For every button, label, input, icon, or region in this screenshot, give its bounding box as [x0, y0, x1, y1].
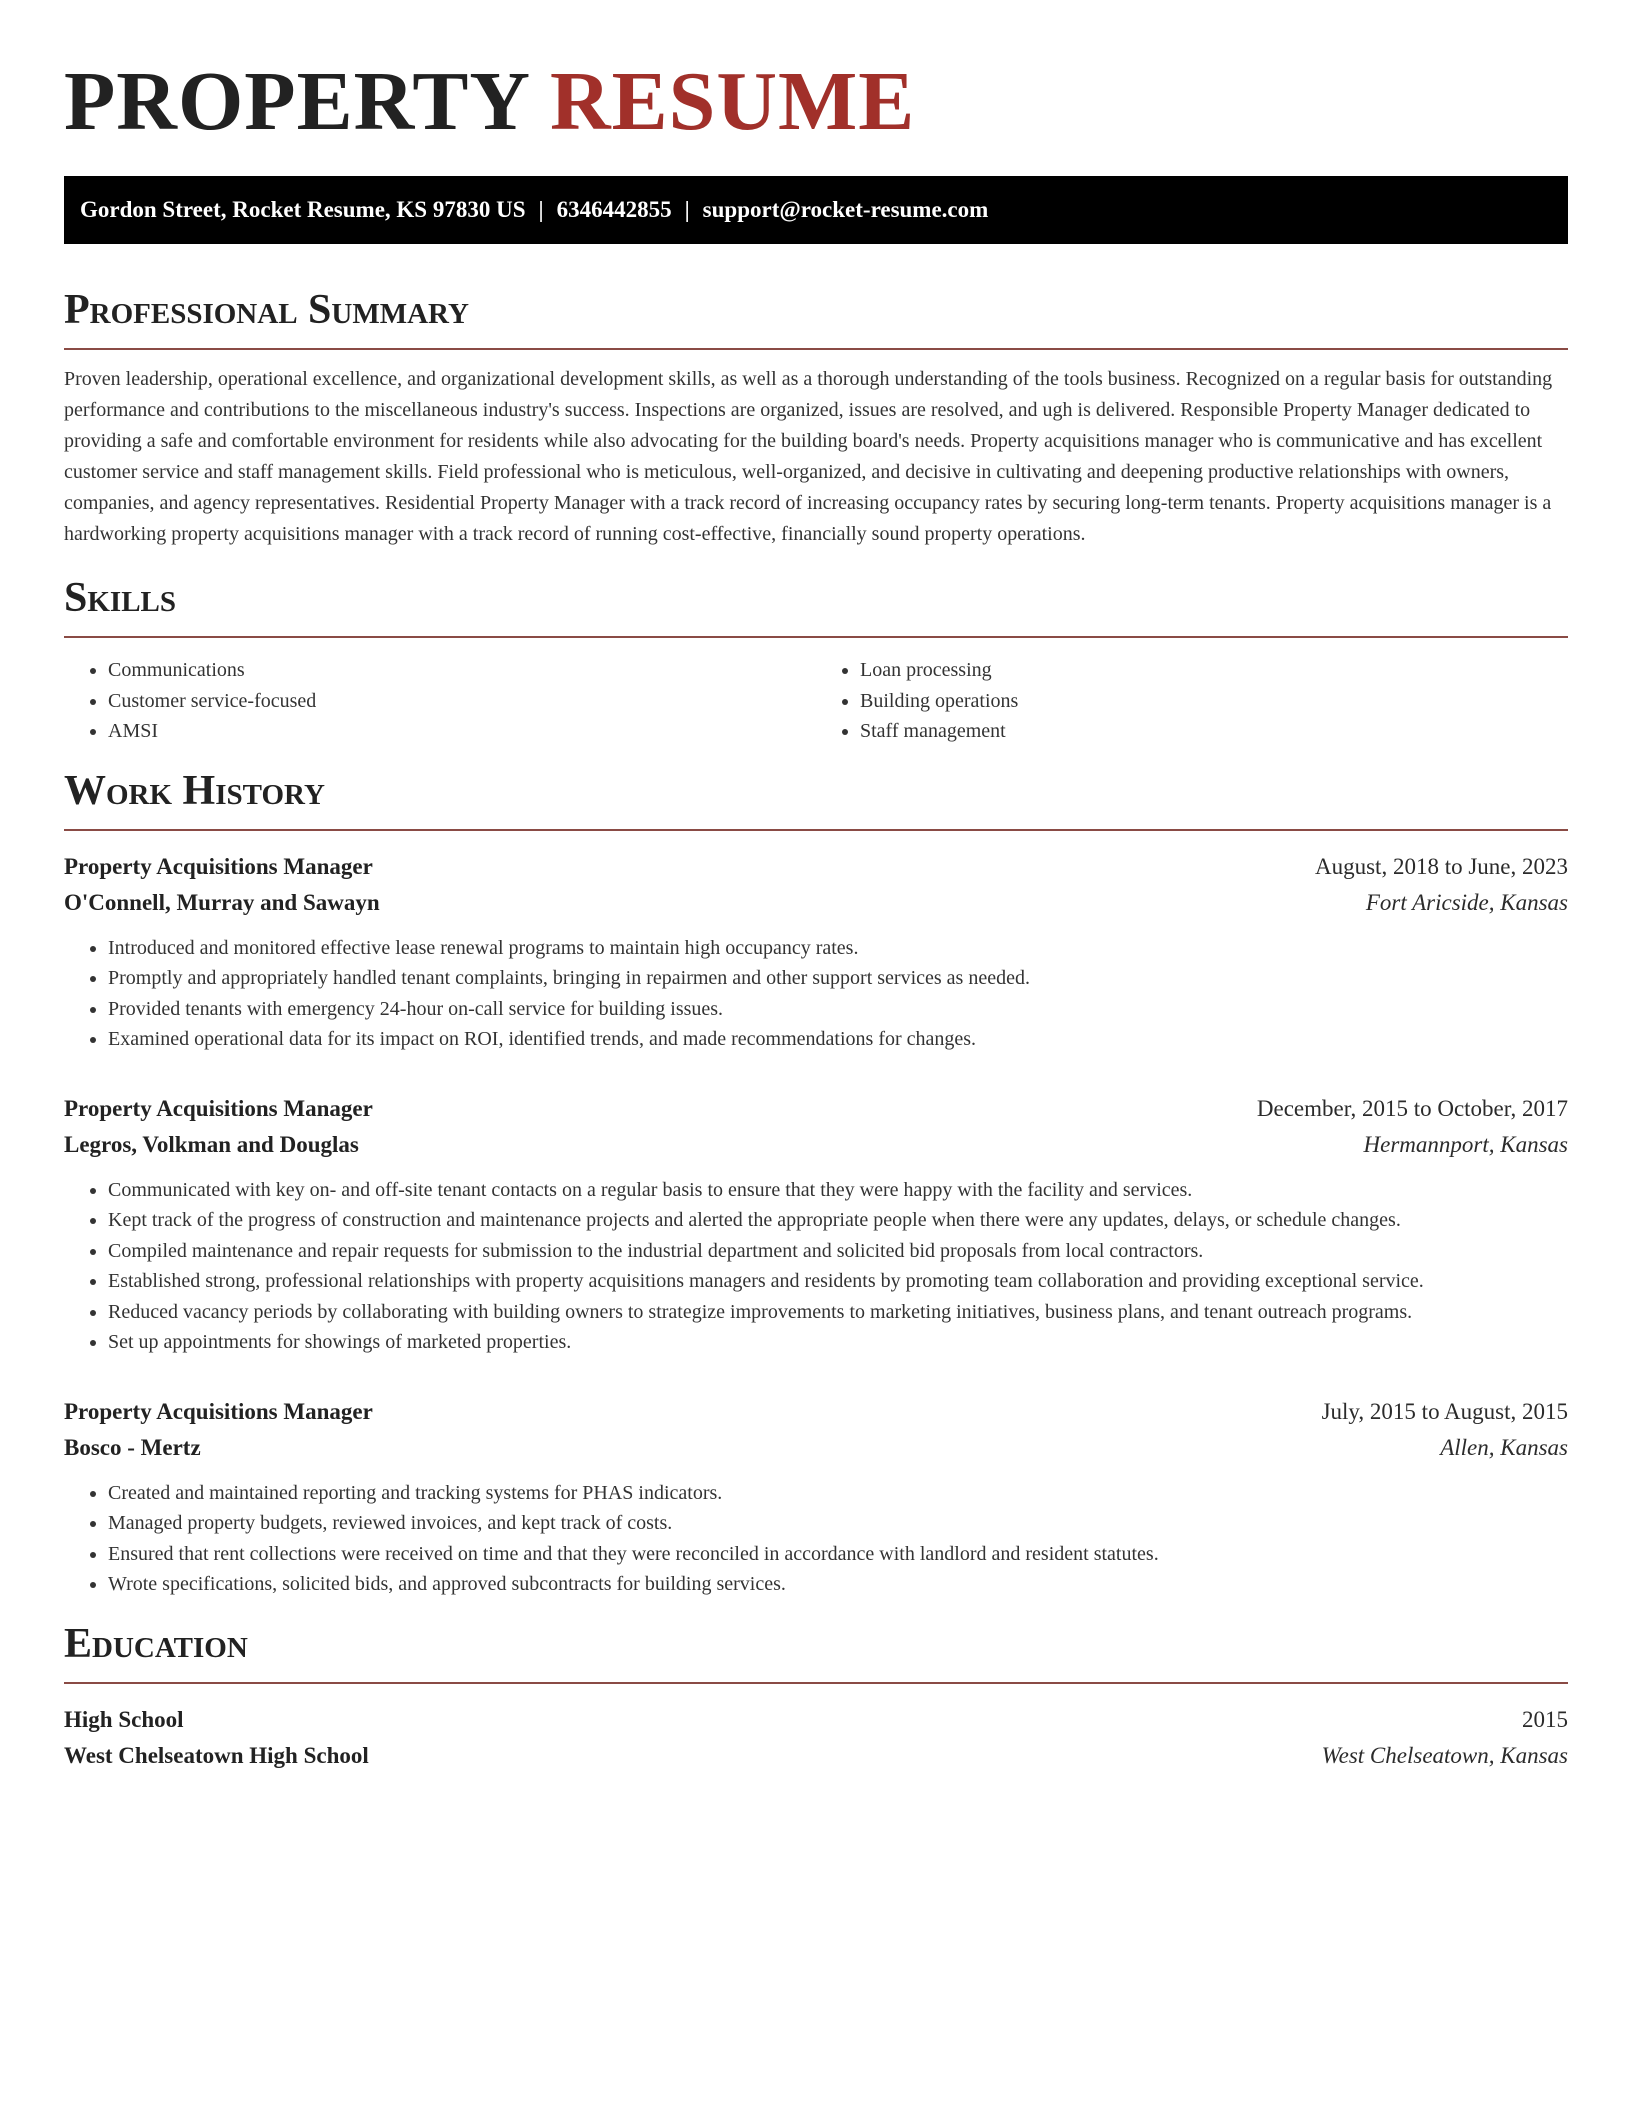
section-heading-skills: Skills — [64, 574, 1568, 638]
job-location: Allen, Kansas — [1440, 1434, 1568, 1460]
job-company: O'Connell, Murray and Sawayn — [64, 889, 380, 915]
skills-list — [64, 655, 1568, 747]
skill-item: • Building operations — [860, 686, 1568, 717]
job-location: Fort Aricside, Kansas — [1365, 889, 1568, 915]
job-company: Bosco - Mertz — [64, 1434, 201, 1460]
job-entry — [64, 849, 1568, 1055]
job-bullet: • Kept track of the progress of construction and maintenance projects and alerted the appropriate people when there were any updates, delays, or schedule changes. — [108, 1205, 1568, 1236]
job-title: Property Acquisitions Manager — [64, 853, 373, 879]
job-dates: August, 2018 to June, 2023 — [1315, 853, 1568, 879]
job-title: Property Acquisitions Manager — [64, 1095, 373, 1121]
job-company: Legros, Volkman and Douglas — [64, 1131, 359, 1157]
section-heading-education: Education — [64, 1620, 1568, 1684]
job-location: Hermannport, Kansas — [1363, 1131, 1568, 1157]
contact-phone: 6346442855 — [556, 197, 672, 222]
job-company-row — [64, 885, 1568, 921]
skill-item: • AMSI — [108, 716, 816, 747]
contact-separator: | — [684, 197, 690, 222]
job-bullet: • Ensured that rent collections were received on time and that they were reconciled in accordance with landlord and resident statutes. — [108, 1539, 1568, 1570]
job-bullet: • Created and maintained reporting and tracking systems for PHAS indicators. — [108, 1478, 1568, 1509]
education-entry — [64, 1702, 1568, 1774]
summary-text: Proven leadership, operational excellence, and organizational development skills, as well as a thorough understanding of the tools business. Recognized on a regular basis for outstanding performance and contributions to the miscellaneous industry's success. Inspections are organized, issues are resolved, and ugh is delivered. Responsible Property Manager dedicated to providing a safe and comfortable environment for residents while also advocating for the building board's needs. Property acquisitions manager who is communicative and has excellent customer service and staff management skills. Field professional who is meticulous, well-organized, and decisive in cultivating and deepening productive relationships with owners, companies, and agency representatives. Residential Property Manager with a track record of increasing occupancy rates by securing long-term tenants. Property acquisitions manager is a hardworking property acquisitions manager with a track record of running cost-effective, financially sound property operations. — [64, 368, 1553, 545]
contact-bar — [64, 176, 1568, 244]
job-bullets — [64, 1478, 1568, 1600]
section-heading-work-history: Work History — [64, 767, 1568, 831]
job-bullet: • Provided tenants with emergency 24-hour on-call service for building issues. — [108, 994, 1568, 1025]
job-title-row — [64, 1091, 1568, 1127]
job-bullet: • Reduced vacancy periods by collaborating with building owners to strategize improvements to marketing initiatives, business plans, and tenant outreach programs. — [108, 1297, 1568, 1328]
skills-column-right — [816, 655, 1568, 747]
skill-item: • Loan processing — [860, 655, 1568, 686]
job-bullet: • Established strong, professional relationships with property acquisitions managers and residents by promoting team collaboration and providing exceptional service. — [108, 1266, 1568, 1297]
job-entry — [64, 1394, 1568, 1600]
title-word-resume: RESUME — [549, 55, 916, 148]
job-bullet: • Compiled maintenance and repair requests for submission to the industrial department and solicited bid proposals from local contractors. — [108, 1236, 1568, 1267]
education-degree-row — [64, 1702, 1568, 1738]
skill-item: • Communications — [108, 655, 816, 686]
job-dates: December, 2015 to October, 2017 — [1256, 1095, 1568, 1121]
job-company-row — [64, 1127, 1568, 1163]
section-heading-summary: Professional Summary — [64, 286, 1568, 350]
job-title-row — [64, 849, 1568, 885]
job-entry — [64, 1091, 1568, 1358]
resume-title — [64, 0, 1568, 148]
job-bullet: • Wrote specifications, solicited bids, and approved subcontracts for building services. — [108, 1569, 1568, 1600]
skills-column-left — [64, 655, 816, 747]
job-bullets — [64, 933, 1568, 1055]
job-title: Property Acquisitions Manager — [64, 1398, 373, 1424]
contact-email: support@rocket-resume.com — [702, 197, 989, 222]
education-degree: High School — [64, 1706, 184, 1732]
education-year: 2015 — [1522, 1706, 1568, 1732]
job-bullets — [64, 1175, 1568, 1358]
job-company-row — [64, 1430, 1568, 1466]
education-school: West Chelseatown High School — [64, 1742, 369, 1768]
title-word-property: PROPERTY — [64, 55, 528, 148]
skill-item: • Customer service-focused — [108, 686, 816, 717]
contact-address: Gordon Street, Rocket Resume, KS 97830 US — [80, 197, 526, 222]
job-bullet: • Set up appointments for showings of marketed properties. — [108, 1327, 1568, 1358]
job-title-row — [64, 1394, 1568, 1430]
job-dates: July, 2015 to August, 2015 — [1321, 1398, 1568, 1424]
skill-item: • Staff management — [860, 716, 1568, 747]
job-bullet: • Communicated with key on- and off-site tenant contacts on a regular basis to ensure that they were happy with the facility and services. — [108, 1175, 1568, 1206]
job-bullet: • Examined operational data for its impact on ROI, identified trends, and made recommendations for changes. — [108, 1024, 1568, 1055]
job-bullet: • Managed property budgets, reviewed invoices, and kept track of costs. — [108, 1508, 1568, 1539]
education-school-row — [64, 1738, 1568, 1774]
education-location: West Chelseatown, Kansas — [1321, 1742, 1568, 1768]
contact-separator: | — [538, 197, 544, 222]
job-bullet: • Promptly and appropriately handled tenant complaints, bringing in repairmen and other support services as needed. — [108, 963, 1568, 994]
job-bullet: • Introduced and monitored effective lease renewal programs to maintain high occupancy rates. — [108, 933, 1568, 964]
